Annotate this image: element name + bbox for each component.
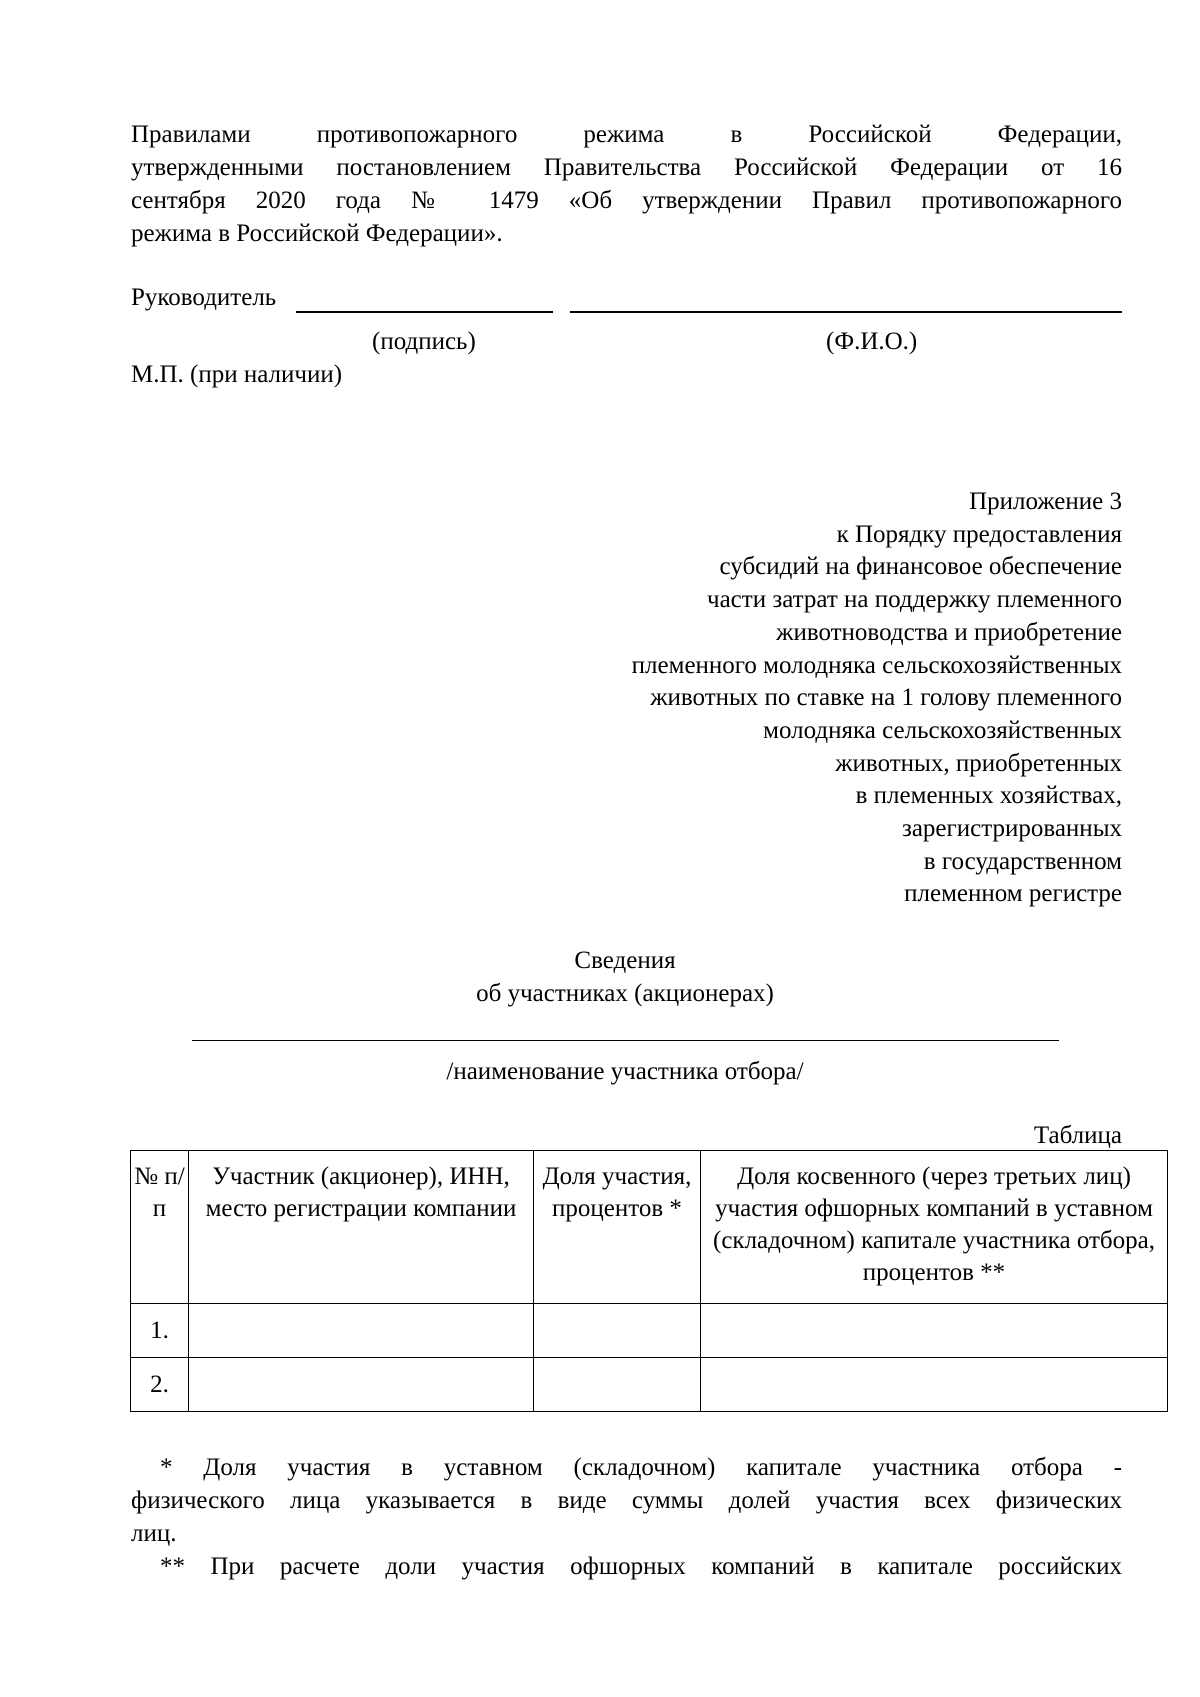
row-number: 1. xyxy=(131,1304,189,1358)
stamp-label: М.П. (при наличии) xyxy=(131,361,343,388)
appendix-line: зарегистрированных xyxy=(901,815,1122,843)
signature-caption: (подпись) xyxy=(372,328,476,355)
participant-cell[interactable] xyxy=(189,1304,534,1358)
appendix-line: в племенных хозяйствах, xyxy=(855,782,1122,810)
appendix-line: молодняка сельскохозяйственных xyxy=(763,716,1122,744)
header-offshore-share: Доля косвенного (через третьих лиц) участия офшорных компаний в уставном (складочном) капитале участника отбора, процентов ** xyxy=(701,1151,1168,1304)
appendix-line: животных по ставке на 1 голову племенного xyxy=(650,684,1122,712)
share-cell[interactable] xyxy=(534,1304,701,1358)
offshore-share-cell[interactable] xyxy=(701,1304,1168,1358)
footnote-line: физического лица указывается в виде суммы долей участия всех физических xyxy=(131,1487,1122,1514)
participant-name-line[interactable] xyxy=(192,1040,1059,1041)
intro-line: режима в Российской Федерации». xyxy=(131,220,503,247)
offshore-share-cell[interactable] xyxy=(701,1358,1168,1412)
intro-line: сентября 2020 года № 1479 «Об утверждении Правил противопожарного xyxy=(131,187,1122,214)
document-subtitle: об участниках (акционерах) xyxy=(476,980,774,1007)
name-line[interactable] xyxy=(570,311,1122,313)
table-row xyxy=(131,1358,1168,1412)
header-participant: Участник (акционер), ИНН, место регистрации компании xyxy=(189,1151,534,1304)
footnote-line: ** При расчете доли участия офшорных компаний в капитале российских xyxy=(160,1553,1122,1580)
document-title: Сведения xyxy=(574,947,676,974)
appendix-line: племенном регистре xyxy=(904,880,1122,908)
appendix-line: к Порядку предоставления xyxy=(836,520,1122,548)
table-header-row xyxy=(131,1151,1168,1304)
appendix-line: части затрат на поддержку племенного xyxy=(707,586,1122,614)
table-row xyxy=(131,1304,1168,1358)
appendix-header xyxy=(632,486,1122,911)
header-number: № п/п xyxy=(131,1151,189,1304)
footnote-line: лиц. xyxy=(131,1520,177,1547)
signature-line[interactable] xyxy=(296,311,553,313)
footnote-line: * Доля участия в уставном (складочном) капитале участника отбора - xyxy=(160,1454,1122,1481)
table-label: Таблица xyxy=(1033,1122,1122,1149)
head-label: Руководитель xyxy=(131,284,277,311)
appendix-line: племенного молодняка сельскохозяйственных xyxy=(631,651,1122,679)
share-cell[interactable] xyxy=(534,1358,701,1412)
participants-table xyxy=(130,1150,1168,1412)
row-number: 2. xyxy=(131,1358,189,1412)
participant-name-caption: /наименование участника отбора/ xyxy=(446,1058,804,1085)
intro-line: Правилами противопожарного режима в Российской Федерации, xyxy=(131,121,1122,148)
appendix-line: в государственном xyxy=(923,847,1122,875)
appendix-line: животных, приобретенных xyxy=(835,749,1122,777)
appendix-line: субсидий на финансовое обеспечение xyxy=(719,553,1122,581)
appendix-line: животноводства и приобретение xyxy=(776,618,1122,646)
appendix-line: Приложение 3 xyxy=(969,488,1122,515)
intro-line: утвержденными постановлением Правительства Российской Федерации от 16 xyxy=(131,154,1122,181)
name-caption: (Ф.И.О.) xyxy=(826,328,918,355)
participant-cell[interactable] xyxy=(189,1358,534,1412)
header-share: Доля участия, процентов * xyxy=(534,1151,701,1304)
